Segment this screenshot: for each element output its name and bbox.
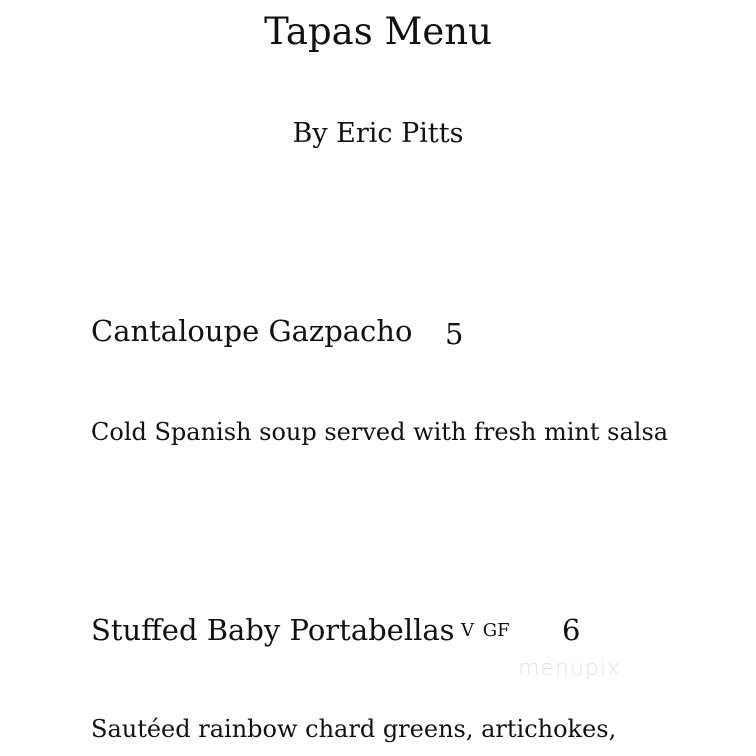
- watermark-logo: menupix: [518, 656, 621, 681]
- dish-description-cantaloupe-gazpacho: Cold Spanish soup served with fresh mint salsa: [91, 418, 669, 446]
- dish-price-cantaloupe-gazpacho: 5: [445, 317, 464, 351]
- dish-name-cantaloupe-gazpacho: Cantaloupe Gazpacho: [91, 314, 413, 348]
- dish-description-stuffed-baby-portabellas: Sautéed rainbow chard greens, artichokes,: [91, 715, 617, 743]
- menu-byline: By Eric Pitts: [292, 118, 464, 149]
- dish-tags-stuffed-baby-portabellas: V GF: [461, 620, 510, 641]
- menu-title: Tapas Menu: [264, 10, 492, 53]
- dish-price-stuffed-baby-portabellas: 6: [562, 613, 581, 647]
- dish-name-stuffed-baby-portabellas: Stuffed Baby Portabellas: [91, 613, 455, 647]
